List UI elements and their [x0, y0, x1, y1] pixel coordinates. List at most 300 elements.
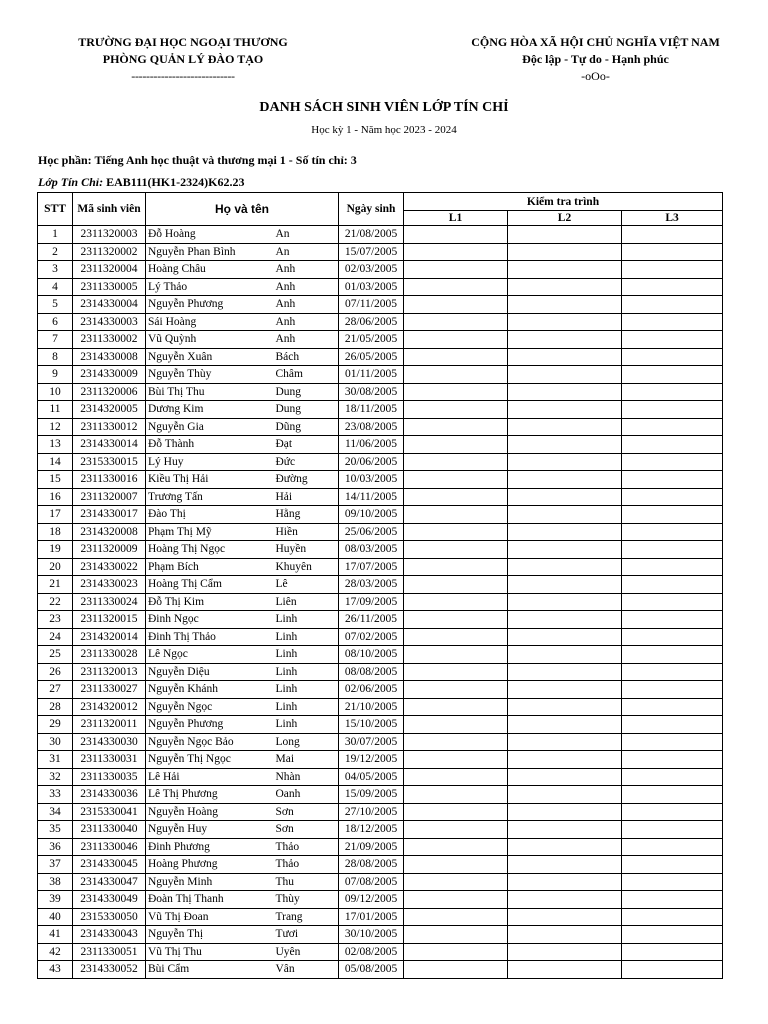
row-score-l2 — [508, 646, 622, 664]
table-row — [38, 401, 723, 419]
row-given-name: Trang — [274, 908, 339, 926]
row-score-l1 — [404, 313, 508, 331]
row-score-l1 — [404, 541, 508, 559]
table-row — [38, 471, 723, 489]
row-score-l2 — [508, 751, 622, 769]
row-stt: 20 — [38, 558, 73, 576]
row-birth-date: 08/03/2005 — [339, 541, 404, 559]
table-row — [38, 611, 723, 629]
row-family-name: Đoàn Thị Thanh — [146, 891, 274, 909]
table-row — [38, 226, 723, 244]
row-family-name: Vũ Thị Thu — [146, 943, 274, 961]
row-given-name: Anh — [274, 278, 339, 296]
row-score-l3 — [622, 786, 723, 804]
row-given-name: Vân — [274, 961, 339, 979]
row-stt: 16 — [38, 488, 73, 506]
row-birth-date: 17/09/2005 — [339, 593, 404, 611]
row-score-l1 — [404, 786, 508, 804]
row-score-l2 — [508, 698, 622, 716]
row-family-name: Hoàng Châu — [146, 261, 274, 279]
table-row — [38, 488, 723, 506]
row-birth-date: 15/07/2005 — [339, 243, 404, 261]
row-birth-date: 01/11/2005 — [339, 366, 404, 384]
row-student-id: 2311320004 — [73, 261, 146, 279]
row-score-l3 — [622, 593, 723, 611]
row-score-l1 — [404, 908, 508, 926]
row-family-name: Nguyễn Khánh — [146, 681, 274, 699]
row-student-id: 2311320009 — [73, 541, 146, 559]
table-row — [38, 418, 723, 436]
row-stt: 9 — [38, 366, 73, 384]
row-score-l3 — [622, 891, 723, 909]
table-row — [38, 576, 723, 594]
row-stt: 10 — [38, 383, 73, 401]
row-score-l3 — [622, 278, 723, 296]
row-student-id: 2311320006 — [73, 383, 146, 401]
table-row — [38, 523, 723, 541]
table-row — [38, 348, 723, 366]
row-student-id: 2314330047 — [73, 873, 146, 891]
row-score-l1 — [404, 558, 508, 576]
row-family-name: Lý Thảo — [146, 278, 274, 296]
row-score-l3 — [622, 646, 723, 664]
table-row — [38, 663, 723, 681]
row-score-l1 — [404, 821, 508, 839]
row-student-id: 2314320008 — [73, 523, 146, 541]
row-student-id: 2314330004 — [73, 296, 146, 314]
row-given-name: Long — [274, 733, 339, 751]
row-birth-date: 30/08/2005 — [339, 383, 404, 401]
row-birth-date: 26/05/2005 — [339, 348, 404, 366]
header-right-divider: -oOo- — [581, 69, 610, 83]
row-score-l1 — [404, 716, 508, 734]
row-student-id: 2311330046 — [73, 838, 146, 856]
row-stt: 15 — [38, 471, 73, 489]
row-given-name: Đường — [274, 471, 339, 489]
row-family-name: Nguyễn Hoàng — [146, 803, 274, 821]
row-birth-date: 14/11/2005 — [339, 488, 404, 506]
table-row — [38, 943, 723, 961]
row-score-l2 — [508, 681, 622, 699]
table-row — [38, 891, 723, 909]
row-score-l2 — [508, 943, 622, 961]
row-score-l1 — [404, 383, 508, 401]
row-score-l3 — [622, 541, 723, 559]
row-student-id: 2315330050 — [73, 908, 146, 926]
row-student-id: 2314330049 — [73, 891, 146, 909]
row-score-l2 — [508, 593, 622, 611]
row-student-id: 2314330043 — [73, 926, 146, 944]
row-stt: 40 — [38, 908, 73, 926]
row-birth-date: 17/01/2005 — [339, 908, 404, 926]
row-birth-date: 21/08/2005 — [339, 226, 404, 244]
row-stt: 22 — [38, 593, 73, 611]
row-score-l3 — [622, 873, 723, 891]
row-student-id: 2311330005 — [73, 278, 146, 296]
row-given-name: Nhàn — [274, 768, 339, 786]
row-birth-date: 02/08/2005 — [339, 943, 404, 961]
header-left-divider: ---------------------------- — [131, 69, 235, 83]
row-score-l3 — [622, 838, 723, 856]
row-score-l3 — [622, 488, 723, 506]
row-given-name: Anh — [274, 331, 339, 349]
row-birth-date: 05/08/2005 — [339, 961, 404, 979]
row-family-name: Trương Tấn — [146, 488, 274, 506]
row-student-id: 2314330017 — [73, 506, 146, 524]
row-student-id: 2311330040 — [73, 821, 146, 839]
row-student-id: 2311320007 — [73, 488, 146, 506]
row-birth-date: 07/11/2005 — [339, 296, 404, 314]
row-birth-date: 30/07/2005 — [339, 733, 404, 751]
header-full-name: Họ và tên — [146, 193, 339, 226]
table-row — [38, 803, 723, 821]
row-score-l2 — [508, 856, 622, 874]
row-score-l1 — [404, 628, 508, 646]
row-score-l3 — [622, 366, 723, 384]
row-score-l2 — [508, 558, 622, 576]
row-birth-date: 10/03/2005 — [339, 471, 404, 489]
row-score-l1 — [404, 751, 508, 769]
row-student-id: 2314320014 — [73, 628, 146, 646]
header-student-id: Mã sinh viên — [73, 193, 146, 226]
row-family-name: Nguyễn Thị — [146, 926, 274, 944]
row-family-name: Lê Hải — [146, 768, 274, 786]
class-code-label: Lớp Tín Chỉ: — [38, 175, 107, 189]
row-given-name: Sơn — [274, 803, 339, 821]
row-stt: 32 — [38, 768, 73, 786]
row-family-name: Nguyễn Ngọc Bảo — [146, 733, 274, 751]
row-score-l2 — [508, 821, 622, 839]
row-score-l3 — [622, 698, 723, 716]
row-score-l2 — [508, 611, 622, 629]
row-student-id: 2311330012 — [73, 418, 146, 436]
table-row — [38, 681, 723, 699]
row-score-l2 — [508, 296, 622, 314]
row-score-l1 — [404, 611, 508, 629]
row-family-name: Đỗ Thị Kim — [146, 593, 274, 611]
row-student-id: 2311330002 — [73, 331, 146, 349]
row-score-l1 — [404, 698, 508, 716]
row-birth-date: 21/09/2005 — [339, 838, 404, 856]
row-family-name: Đào Thị — [146, 506, 274, 524]
row-family-name: Đinh Ngọc — [146, 611, 274, 629]
row-score-l3 — [622, 261, 723, 279]
row-student-id: 2311330028 — [73, 646, 146, 664]
row-birth-date: 28/06/2005 — [339, 313, 404, 331]
row-score-l1 — [404, 243, 508, 261]
row-given-name: Linh — [274, 681, 339, 699]
row-given-name: Thảo — [274, 838, 339, 856]
table-row — [38, 961, 723, 979]
table-row — [38, 243, 723, 261]
row-stt: 33 — [38, 786, 73, 804]
row-student-id: 2311330016 — [73, 471, 146, 489]
row-given-name: Linh — [274, 646, 339, 664]
row-given-name: Đạt — [274, 436, 339, 454]
row-given-name: Anh — [274, 261, 339, 279]
row-stt: 24 — [38, 628, 73, 646]
table-row — [38, 926, 723, 944]
row-score-l2 — [508, 786, 622, 804]
row-given-name: An — [274, 226, 339, 244]
row-score-l1 — [404, 296, 508, 314]
row-student-id: 2311320003 — [73, 226, 146, 244]
row-given-name: An — [274, 243, 339, 261]
row-given-name: Đức — [274, 453, 339, 471]
row-score-l2 — [508, 768, 622, 786]
row-stt: 26 — [38, 663, 73, 681]
row-score-l3 — [622, 663, 723, 681]
row-student-id: 2311320002 — [73, 243, 146, 261]
row-score-l3 — [622, 226, 723, 244]
table-row — [38, 821, 723, 839]
row-student-id: 2315330041 — [73, 803, 146, 821]
row-given-name: Thu — [274, 873, 339, 891]
row-given-name: Huyền — [274, 541, 339, 559]
row-score-l2 — [508, 436, 622, 454]
row-family-name: Nguyễn Ngọc — [146, 698, 274, 716]
table-row — [38, 593, 723, 611]
row-score-l2 — [508, 576, 622, 594]
row-given-name: Thùy — [274, 891, 339, 909]
row-birth-date: 18/11/2005 — [339, 401, 404, 419]
row-score-l1 — [404, 961, 508, 979]
row-stt: 5 — [38, 296, 73, 314]
row-stt: 13 — [38, 436, 73, 454]
row-stt: 39 — [38, 891, 73, 909]
row-score-l1 — [404, 278, 508, 296]
class-code-line — [38, 175, 244, 190]
row-stt: 27 — [38, 681, 73, 699]
row-score-l3 — [622, 961, 723, 979]
row-student-id: 2311330024 — [73, 593, 146, 611]
row-score-l1 — [404, 366, 508, 384]
row-score-l2 — [508, 873, 622, 891]
table-row — [38, 751, 723, 769]
row-stt: 43 — [38, 961, 73, 979]
row-score-l2 — [508, 453, 622, 471]
table-row — [38, 856, 723, 874]
row-student-id: 2311330027 — [73, 681, 146, 699]
row-score-l2 — [508, 838, 622, 856]
row-score-l1 — [404, 943, 508, 961]
table-row — [38, 628, 723, 646]
header-left — [38, 34, 328, 85]
row-score-l3 — [622, 768, 723, 786]
header-stt: STT — [38, 193, 73, 226]
row-family-name: Phạm Thị Mỹ — [146, 523, 274, 541]
row-student-id: 2314330022 — [73, 558, 146, 576]
row-family-name: Nguyễn Thị Ngọc — [146, 751, 274, 769]
row-family-name: Đinh Thị Thảo — [146, 628, 274, 646]
row-given-name: Anh — [274, 313, 339, 331]
row-birth-date: 01/03/2005 — [339, 278, 404, 296]
row-score-l1 — [404, 401, 508, 419]
row-score-l3 — [622, 453, 723, 471]
row-stt: 21 — [38, 576, 73, 594]
table-row — [38, 873, 723, 891]
row-score-l2 — [508, 663, 622, 681]
row-score-l1 — [404, 593, 508, 611]
row-family-name: Kiều Thị Hải — [146, 471, 274, 489]
row-stt: 41 — [38, 926, 73, 944]
row-score-l3 — [622, 943, 723, 961]
row-birth-date: 07/02/2005 — [339, 628, 404, 646]
row-given-name: Châm — [274, 366, 339, 384]
row-family-name: Nguyễn Gia — [146, 418, 274, 436]
row-student-id: 2314330009 — [73, 366, 146, 384]
row-family-name: Đinh Phương — [146, 838, 274, 856]
row-score-l3 — [622, 681, 723, 699]
student-table — [37, 192, 723, 979]
table-row — [38, 698, 723, 716]
row-birth-date: 21/05/2005 — [339, 331, 404, 349]
row-score-l2 — [508, 418, 622, 436]
table-row — [38, 383, 723, 401]
row-score-l3 — [622, 751, 723, 769]
row-student-id: 2314330023 — [73, 576, 146, 594]
row-score-l3 — [622, 436, 723, 454]
row-score-l2 — [508, 506, 622, 524]
row-score-l2 — [508, 733, 622, 751]
row-score-l3 — [622, 401, 723, 419]
row-given-name: Liên — [274, 593, 339, 611]
row-given-name: Thảo — [274, 856, 339, 874]
row-student-id: 2314330014 — [73, 436, 146, 454]
row-given-name: Mai — [274, 751, 339, 769]
row-score-l2 — [508, 628, 622, 646]
row-score-l3 — [622, 558, 723, 576]
row-family-name: Đỗ Thành — [146, 436, 274, 454]
row-birth-date: 11/06/2005 — [339, 436, 404, 454]
row-student-id: 2311320013 — [73, 663, 146, 681]
row-score-l2 — [508, 261, 622, 279]
row-student-id: 2311320015 — [73, 611, 146, 629]
row-birth-date: 30/10/2005 — [339, 926, 404, 944]
row-score-l3 — [622, 803, 723, 821]
row-score-l3 — [622, 243, 723, 261]
row-given-name: Linh — [274, 698, 339, 716]
row-family-name: Hoàng Thị Cẩm — [146, 576, 274, 594]
row-score-l1 — [404, 838, 508, 856]
row-birth-date: 28/08/2005 — [339, 856, 404, 874]
row-score-l2 — [508, 313, 622, 331]
row-score-l3 — [622, 716, 723, 734]
row-birth-date: 02/06/2005 — [339, 681, 404, 699]
row-birth-date: 21/10/2005 — [339, 698, 404, 716]
row-stt: 36 — [38, 838, 73, 856]
row-given-name: Lê — [274, 576, 339, 594]
row-score-l2 — [508, 926, 622, 944]
row-given-name: Dung — [274, 383, 339, 401]
table-row — [38, 261, 723, 279]
row-score-l2 — [508, 908, 622, 926]
row-student-id: 2311330051 — [73, 943, 146, 961]
row-score-l2 — [508, 243, 622, 261]
row-stt: 2 — [38, 243, 73, 261]
row-score-l1 — [404, 453, 508, 471]
table-row — [38, 768, 723, 786]
row-score-l1 — [404, 226, 508, 244]
row-score-l2 — [508, 401, 622, 419]
row-birth-date: 08/08/2005 — [339, 663, 404, 681]
row-stt: 28 — [38, 698, 73, 716]
row-score-l2 — [508, 383, 622, 401]
row-student-id: 2314320005 — [73, 401, 146, 419]
row-stt: 1 — [38, 226, 73, 244]
header-l2: L2 — [508, 211, 622, 226]
department-name: PHÒNG QUẢN LÝ ĐÀO TẠO — [102, 52, 264, 66]
row-given-name: Dung — [274, 401, 339, 419]
row-birth-date: 15/10/2005 — [339, 716, 404, 734]
row-stt: 31 — [38, 751, 73, 769]
row-birth-date: 20/06/2005 — [339, 453, 404, 471]
row-family-name: Lê Ngọc — [146, 646, 274, 664]
row-score-l1 — [404, 873, 508, 891]
table-row — [38, 453, 723, 471]
row-family-name: Nguyễn Huy — [146, 821, 274, 839]
row-score-l2 — [508, 803, 622, 821]
row-given-name: Linh — [274, 611, 339, 629]
row-score-l3 — [622, 926, 723, 944]
row-family-name: Bùi Thị Thu — [146, 383, 274, 401]
row-given-name: Linh — [274, 716, 339, 734]
table-row — [38, 296, 723, 314]
row-student-id: 2314330045 — [73, 856, 146, 874]
row-student-id: 2314330008 — [73, 348, 146, 366]
row-student-id: 2314330030 — [73, 733, 146, 751]
header-l3: L3 — [622, 211, 723, 226]
document-subtitle: Học kỳ 1 - Năm học 2023 - 2024 — [311, 124, 457, 136]
row-score-l3 — [622, 471, 723, 489]
row-score-l1 — [404, 576, 508, 594]
row-score-l2 — [508, 961, 622, 979]
row-birth-date: 08/10/2005 — [339, 646, 404, 664]
row-family-name: Hoàng Phương — [146, 856, 274, 874]
row-family-name: Dương Kim — [146, 401, 274, 419]
university-name: TRƯỜNG ĐẠI HỌC NGOẠI THƯƠNG — [78, 35, 288, 49]
row-family-name: Nguyễn Phan Bình — [146, 243, 274, 261]
row-score-l3 — [622, 628, 723, 646]
table-row — [38, 908, 723, 926]
national-motto: Độc lập - Tự do - Hạnh phúc — [522, 52, 669, 66]
row-stt: 8 — [38, 348, 73, 366]
table-row — [38, 541, 723, 559]
row-score-l1 — [404, 663, 508, 681]
row-stt: 42 — [38, 943, 73, 961]
row-family-name: Đỗ Hoàng — [146, 226, 274, 244]
document-title: DANH SÁCH SINH VIÊN LỚP TÍN CHỈ — [259, 100, 509, 115]
row-given-name: Tươi — [274, 926, 339, 944]
table-row — [38, 786, 723, 804]
row-score-l1 — [404, 261, 508, 279]
row-family-name: Nguyễn Phương — [146, 296, 274, 314]
row-score-l1 — [404, 733, 508, 751]
row-birth-date: 04/05/2005 — [339, 768, 404, 786]
header-l1: L1 — [404, 211, 508, 226]
table-row — [38, 366, 723, 384]
row-given-name: Dũng — [274, 418, 339, 436]
row-stt: 34 — [38, 803, 73, 821]
row-score-l3 — [622, 296, 723, 314]
row-student-id: 2311330031 — [73, 751, 146, 769]
row-family-name: Nguyễn Xuân — [146, 348, 274, 366]
row-score-l3 — [622, 856, 723, 874]
row-stt: 35 — [38, 821, 73, 839]
row-score-l2 — [508, 366, 622, 384]
header-proficiency-test: Kiểm tra trình — [404, 193, 723, 211]
row-score-l2 — [508, 348, 622, 366]
